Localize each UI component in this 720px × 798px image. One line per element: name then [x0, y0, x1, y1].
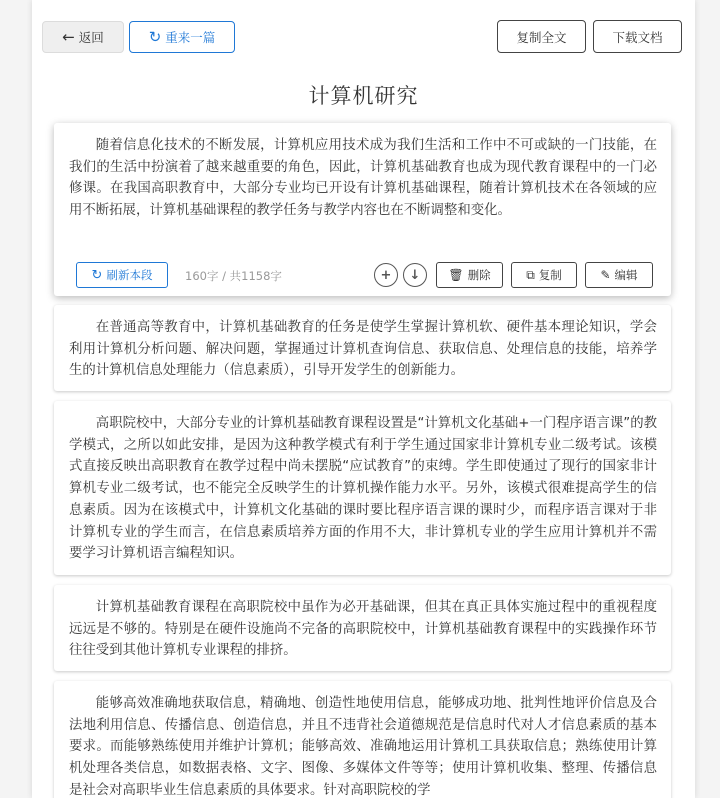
arrow-left-icon: ← [62, 27, 75, 46]
copy-label: 复制 [538, 268, 562, 282]
paragraph-toolbar [76, 262, 646, 288]
refresh-paragraph-label: 刷新本段 [106, 268, 153, 282]
edit-label: 编辑 [614, 268, 638, 282]
paragraph-card[interactable] [54, 585, 671, 671]
paragraph-card[interactable] [54, 401, 671, 575]
paragraph-text: 能够高效准确地获取信息，精确地、创造性地使用信息，能够成功地、批判性地评价信息及合法地利用信息、传播信息、创造信息，并且不违背社会道德规范是信息时代对人才信息素质的基本要求。而能够熟练使用并维护计算机；能够高效、准确地运用计算机工具获取信息；熟练使用计算机处理各类信息，如数据表格、文字、图像、多媒体文件等等；使用计算机收集、整理、传播信息是社会对高职毕业生信息素质的具体要求。针对高职院校的学 [69, 696, 657, 798]
paragraph-text: 随着信息化技术的不断发展，计算机应用技术成为我们生活和工作中不可或缺的一门技能，在我们的生活中扮演着了越来越重要的角色，因此，计算机基础教育也成为现代教育课程中的一门必修课。在我国高职教育中，大部分专业均已开设有计算机基础课程，随着计算机技术在各领域的应用不断拓展，计算机基础课程的教学任务与教学内容也在不断调整和变化。 [69, 138, 657, 219]
delete-label: 删除 [467, 268, 491, 282]
delete-button[interactable] [436, 262, 503, 288]
copy-all-label: 复制全文 [516, 29, 567, 45]
back-label: 返回 [78, 30, 104, 45]
edit-button[interactable] [585, 262, 653, 288]
pencil-icon: ✎ [600, 268, 611, 282]
paragraph-text: 计算机基础教育课程在高职院校中虽作为必开基础课，但其在真正具体实施过程中的重视程度远远是不够的。特别是在硬件设施尚不完备的高职院校中，计算机基础教育课程中的实践操作环节往往受到其他计算机专业课程的排挤。 [69, 600, 657, 659]
word-count: 160字 / 共1158字 [185, 269, 282, 283]
refresh-paragraph-button[interactable] [76, 262, 168, 288]
copy-button[interactable] [511, 262, 577, 288]
retry-label: 重来一篇 [165, 30, 216, 45]
download-button[interactable] [593, 20, 682, 53]
paragraph-card[interactable] [54, 681, 671, 798]
copy-icon: ⧉ [526, 267, 535, 282]
download-label: 下载文档 [612, 29, 663, 45]
refresh-icon: ↻ [91, 267, 103, 283]
paragraph-card[interactable] [54, 305, 671, 391]
plus-circle-icon[interactable]: + [374, 263, 398, 287]
copy-all-button[interactable] [497, 20, 586, 53]
arrow-down-circle-icon[interactable]: ↓ [403, 263, 427, 287]
page-title: 计算机研究 [308, 84, 419, 108]
back-button[interactable] [42, 21, 124, 53]
delete-icon: 🗑 [448, 268, 464, 282]
paragraph-text: 高职院校中，大部分专业的计算机基础教育课程设置是“计算机文化基础+一门程序语言课”的教学模式，之所以如此安排，是因为这种教学模式有利于学生通过国家非计算机专业二级考试。该模式直接反映出高职教育在教学过程中尚未摆脱“应试教育”的束缚。学生即使通过了现行的国家非计算机专业二级考试，也不能完全反映学生的计算机操作能力水平。另外，该模式很难提高学生的信息素质。因为在该模式中，计算机文化基础的课时要比程序语言课的课时少，而程序语言课对于非计算机专业的学生而言，在信息素质培养方面的作用不大，非计算机专业的学生应用计算机并不需要学习计算机语言编程知识。 [69, 416, 657, 562]
top-toolbar [32, 0, 695, 70]
paragraph-text: 在普通高等教育中，计算机基础教育的任务是使学生掌握计算机软、硬件基本理论知识，学会利用计算机分析问题、解决问题，掌握通过计算机查询信息、获取信息、处理信息的技能，培养学生的计算机信息处理能力（信息素质），引导开发学生的创新能力。 [69, 320, 657, 379]
document-page [32, 0, 695, 798]
retry-button[interactable] [129, 21, 235, 53]
refresh-icon: ↻ [148, 27, 162, 46]
